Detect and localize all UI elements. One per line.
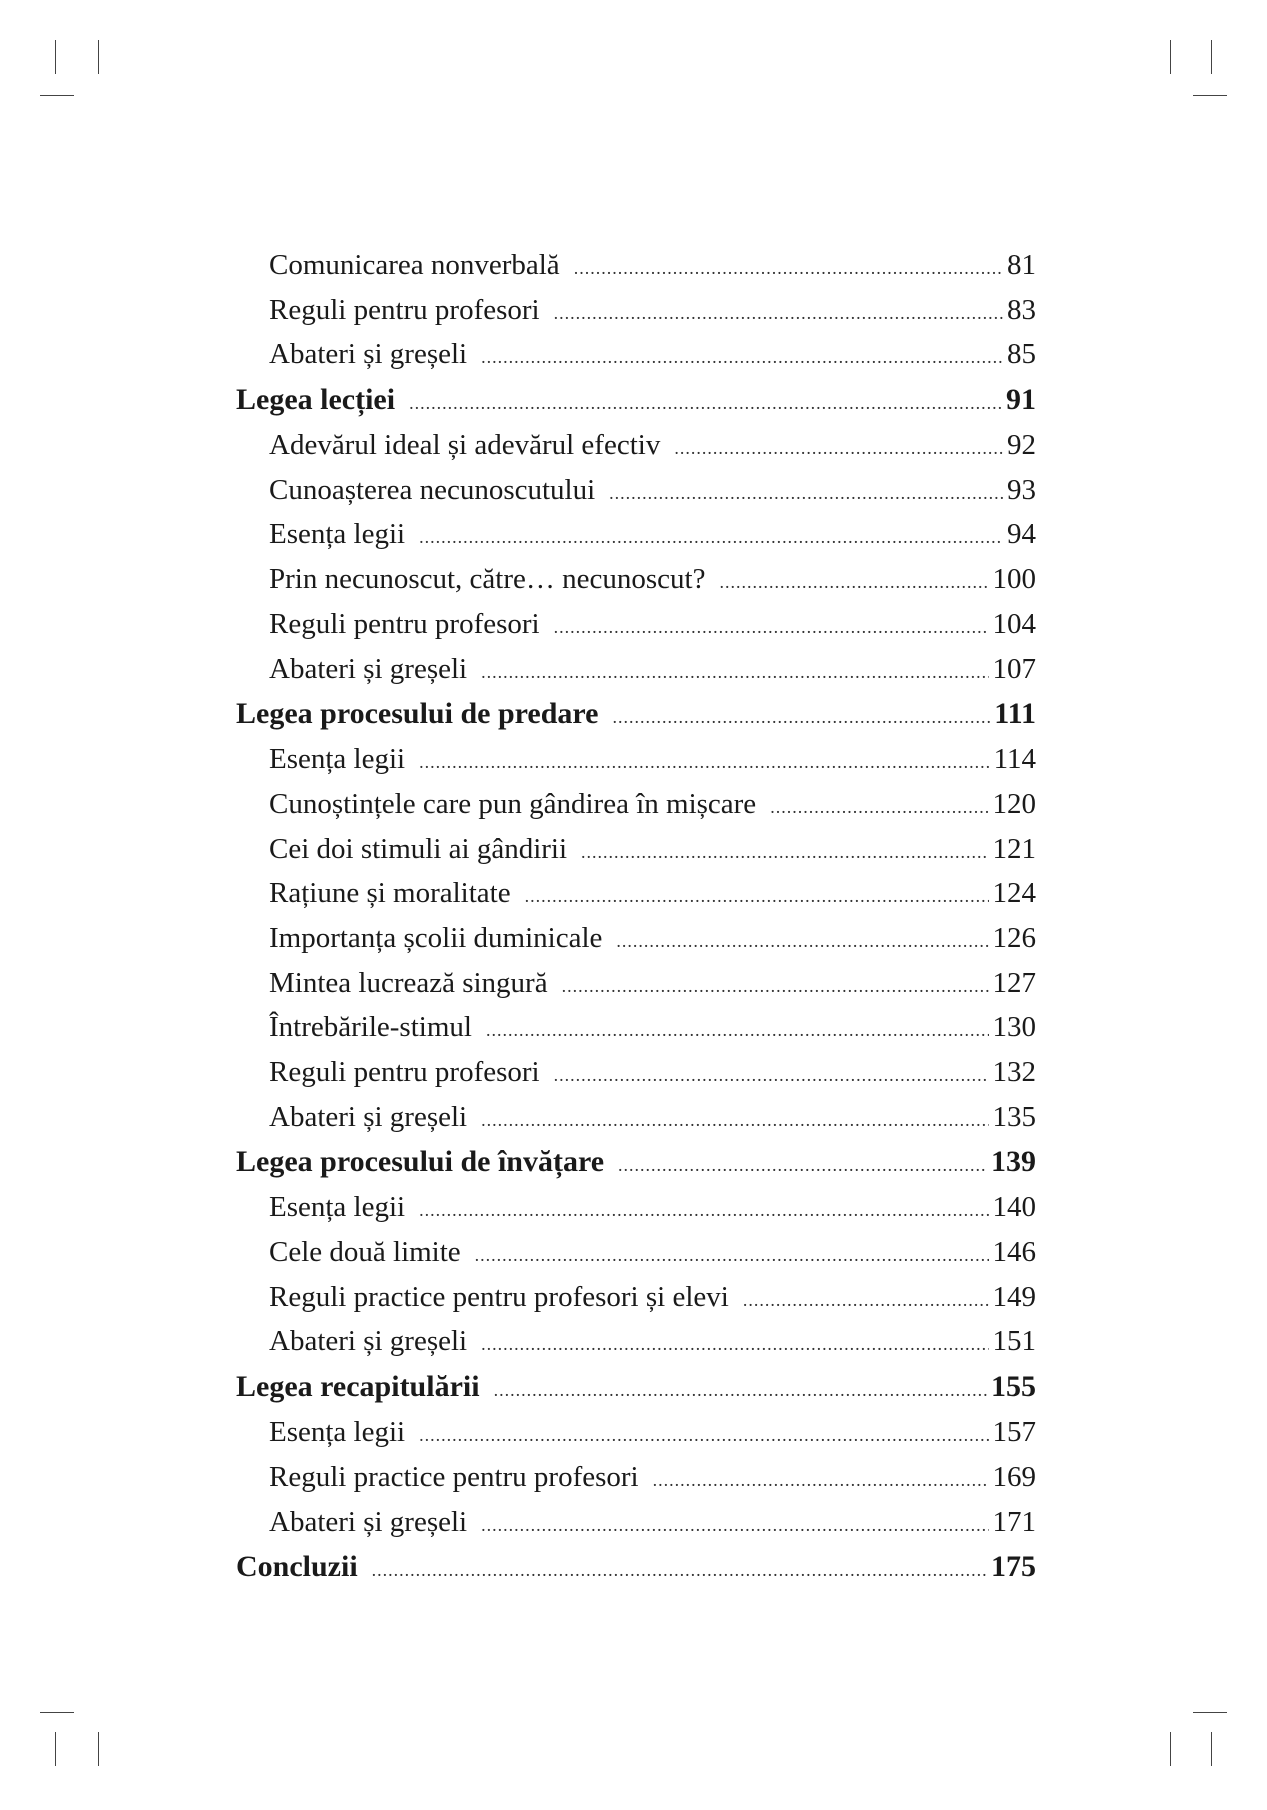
toc-entry-title: Cei doi stimuli ai gândirii (269, 832, 568, 865)
toc-entry-title: Importanța școlii duminicale (269, 921, 603, 954)
toc-entry (236, 243, 1036, 288)
crop-mark-bottom-left-h (40, 1712, 74, 1713)
toc-entry (236, 1455, 1036, 1500)
toc-entry (236, 1319, 1036, 1364)
toc-entry-page: 149 (992, 1280, 1036, 1313)
toc-entry-title: Abateri și greșeli (269, 1325, 468, 1358)
dot-leader (372, 1547, 987, 1593)
toc-chapter (236, 1364, 1036, 1410)
toc-chapter-title: Concluzii (236, 1550, 358, 1584)
toc-entry-title: Prin necunoscut, către… necunoscut? (269, 563, 706, 596)
toc-entry (236, 602, 1036, 647)
dot-leader (481, 1322, 988, 1367)
dot-leader (419, 740, 989, 785)
crop-mark-bottom-left-v (55, 1732, 56, 1766)
toc-chapter-page: 155 (991, 1370, 1036, 1404)
toc-entry (236, 871, 1036, 916)
toc-entry-title: Cunoștințele care pun gândirea în mișcare (269, 787, 757, 820)
dot-leader (581, 830, 988, 875)
toc-entry-title: Întrebările-stimul (269, 1011, 472, 1044)
toc-entry (236, 737, 1036, 782)
toc-chapter-title: Legea procesului de învățare (236, 1145, 605, 1179)
toc-entry-title: Esența legii (269, 743, 406, 776)
crop-mark-top-left-v2 (98, 40, 99, 74)
toc-entry-title: Adevărul ideal și adevărul efectiv (269, 429, 661, 462)
toc-entry-page: 107 (992, 652, 1036, 685)
toc-entry-page: 151 (992, 1325, 1036, 1358)
dot-leader (486, 1008, 989, 1053)
dot-leader (419, 1413, 988, 1458)
dot-leader (562, 964, 989, 1009)
toc-entry-title: Esența legii (269, 518, 406, 551)
toc-entry-page: 157 (992, 1416, 1036, 1449)
toc-entry-page: 120 (992, 787, 1036, 820)
toc-entry-page: 121 (992, 832, 1036, 865)
toc-entry (236, 1095, 1036, 1140)
toc-entry (236, 1410, 1036, 1455)
toc-entry (236, 647, 1036, 692)
toc-chapter (236, 691, 1036, 737)
toc-entry (236, 916, 1036, 961)
toc-entry (236, 1275, 1036, 1320)
dot-leader (554, 1053, 989, 1098)
table-of-contents (236, 243, 1036, 1590)
crop-mark-top-right-v (1170, 40, 1171, 74)
toc-entry-page: 85 (1007, 338, 1036, 371)
toc-entry-title: Reguli pentru profesori (269, 607, 540, 640)
dot-leader (574, 246, 1003, 291)
dot-leader (719, 560, 988, 605)
toc-entry-title: Cunoașterea necunoscutului (269, 473, 596, 506)
toc-chapter-page: 111 (994, 697, 1036, 731)
dot-leader (494, 1367, 987, 1413)
dot-leader (743, 1278, 989, 1323)
toc-entry-page: 127 (992, 966, 1036, 999)
toc-chapter-page: 175 (991, 1550, 1036, 1584)
toc-entry (236, 512, 1036, 557)
toc-chapter (236, 1139, 1036, 1185)
toc-entry-title: Reguli practice pentru profesori (269, 1460, 639, 1493)
toc-chapter-page: 139 (991, 1145, 1036, 1179)
toc-entry-page: 171 (992, 1505, 1036, 1538)
crop-mark-top-left-v (55, 40, 56, 74)
toc-entry-page: 146 (992, 1236, 1036, 1269)
toc-entry-page: 104 (992, 607, 1036, 640)
toc-chapter-title: Legea lecției (236, 383, 396, 417)
toc-entry (236, 423, 1036, 468)
toc-entry-title: Reguli pentru profesori (269, 293, 540, 326)
dot-leader (481, 335, 1003, 380)
dot-leader (609, 471, 1003, 516)
toc-entry-title: Reguli pentru profesori (269, 1056, 540, 1088)
toc-entry-page: 114 (993, 743, 1036, 776)
dot-leader (525, 874, 989, 919)
toc-entry-page: 92 (1007, 429, 1036, 462)
toc-chapter-title: Legea procesului de predare (236, 697, 599, 731)
toc-entry-title: Rațiune și moralitate (269, 877, 511, 910)
crop-mark-top-right-v2 (1211, 40, 1212, 74)
toc-entry-page: 81 (1007, 249, 1036, 281)
toc-entry (236, 1005, 1036, 1050)
crop-mark-bottom-right-h (1193, 1712, 1227, 1713)
toc-entry (236, 782, 1036, 827)
toc-entry-title: Mintea lucrează singură (269, 966, 548, 999)
toc-entry-title: Esența legii (269, 1416, 406, 1449)
dot-leader (481, 1503, 988, 1548)
toc-entry-title: Abateri și greșeli (269, 652, 468, 685)
toc-entry (236, 288, 1036, 333)
dot-leader (475, 1233, 989, 1278)
toc-entry-page: 130 (992, 1011, 1036, 1044)
crop-mark-top-left-h (40, 95, 74, 96)
dot-leader (554, 291, 1003, 336)
dot-leader (674, 426, 1003, 471)
toc-entry-page: 135 (992, 1100, 1036, 1133)
toc-entry-title: Abateri și greșeli (269, 1505, 468, 1538)
toc-entry (236, 1185, 1036, 1230)
toc-entry (236, 557, 1036, 602)
crop-mark-bottom-right-v2 (1211, 1732, 1212, 1766)
toc-entry-page: 83 (1007, 293, 1036, 326)
toc-entry (236, 1230, 1036, 1275)
toc-entry-page: 132 (992, 1056, 1036, 1088)
dot-leader (409, 380, 1002, 426)
dot-leader (481, 650, 988, 695)
toc-entry (236, 468, 1036, 513)
dot-leader (554, 605, 989, 650)
dot-leader (613, 694, 991, 740)
toc-entry (236, 1500, 1036, 1545)
toc-entry (236, 1050, 1036, 1095)
toc-chapter-title: Legea recapitulării (236, 1370, 480, 1404)
toc-entry-title: Cele două limite (269, 1236, 461, 1269)
toc-entry-page: 126 (992, 921, 1036, 954)
dot-leader (618, 1142, 987, 1188)
toc-entry-title: Comunicarea nonverbală (269, 249, 560, 281)
toc-entry (236, 332, 1036, 377)
toc-entry-page: 94 (1007, 518, 1036, 551)
toc-entry-page: 124 (992, 877, 1036, 910)
crop-mark-bottom-right-v (1170, 1732, 1171, 1766)
toc-entry-title: Abateri și greșeli (269, 1100, 468, 1133)
toc-entry-title: Abateri și greșeli (269, 338, 468, 371)
dot-leader (419, 1188, 988, 1233)
dot-leader (770, 785, 988, 830)
crop-mark-top-right-h (1193, 95, 1227, 96)
toc-entry-page: 93 (1007, 473, 1036, 506)
dot-leader (481, 1098, 988, 1143)
toc-chapter (236, 377, 1036, 423)
toc-entry-title: Reguli practice pentru profesori și elevi (269, 1280, 729, 1313)
toc-chapter-page: 91 (1006, 383, 1036, 417)
toc-entry-page: 169 (992, 1460, 1036, 1493)
toc-entry (236, 961, 1036, 1006)
toc-chapter (236, 1544, 1036, 1590)
toc-entry-title: Esența legii (269, 1191, 406, 1224)
toc-entry-page: 100 (992, 563, 1036, 596)
crop-mark-bottom-left-v2 (98, 1732, 99, 1766)
toc-entry-page: 140 (992, 1191, 1036, 1224)
dot-leader (419, 515, 1003, 560)
dot-leader (616, 919, 988, 964)
toc-entry (236, 827, 1036, 872)
dot-leader (653, 1458, 989, 1503)
